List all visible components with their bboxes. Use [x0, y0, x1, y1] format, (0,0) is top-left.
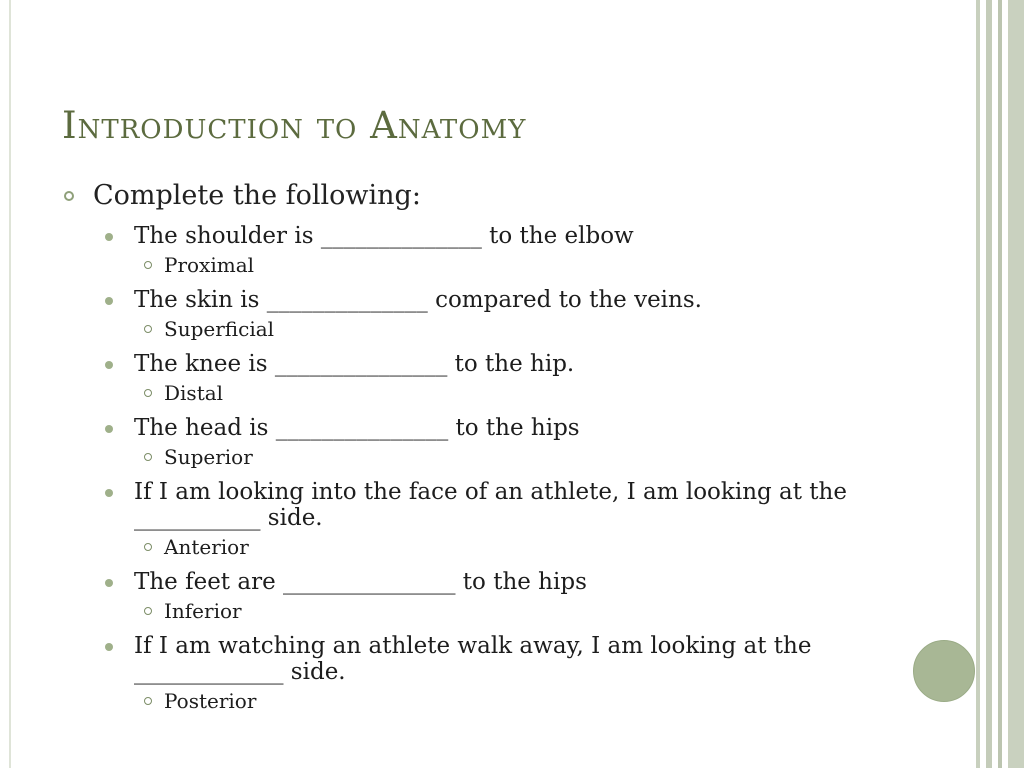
answer-item — [62, 316, 892, 342]
filled-circle-bullet-icon — [105, 233, 113, 241]
filled-circle-bullet-icon — [105, 489, 113, 497]
question-item — [62, 415, 892, 441]
question-text: If I am watching an athlete walk away, I am looking at the _____________ side. — [134, 633, 812, 685]
answer-text: Proximal — [164, 253, 255, 277]
main-bullet-text: Complete the following: — [93, 180, 421, 211]
question-text: The knee is _______________ to the hip. — [134, 351, 575, 377]
answer-item — [62, 598, 892, 624]
answer-text: Inferior — [164, 599, 242, 623]
question-item — [62, 633, 892, 685]
question-text: The skin is ______________ compared to the veins. — [134, 287, 702, 313]
answer-item — [62, 688, 892, 714]
filled-circle-bullet-icon — [105, 579, 113, 587]
question-item — [62, 569, 892, 595]
answer-item — [62, 252, 892, 278]
decorative-circle — [913, 640, 975, 702]
answer-item — [62, 444, 892, 470]
answer-text: Superior — [164, 445, 253, 469]
question-item — [62, 351, 892, 377]
left-border-line — [9, 0, 11, 768]
question-text: If I am looking into the face of an athlete, I am looking at the ___________ side. — [134, 479, 847, 531]
answer-text: Anterior — [164, 535, 249, 559]
small-hollow-circle-bullet-icon — [144, 543, 152, 551]
answer-item — [62, 380, 892, 406]
filled-circle-bullet-icon — [105, 643, 113, 651]
slide-body — [62, 178, 892, 714]
small-hollow-circle-bullet-icon — [144, 697, 152, 705]
answer-text: Posterior — [164, 689, 257, 713]
small-hollow-circle-bullet-icon — [144, 325, 152, 333]
slide-title: Introduction to Anatomy — [62, 104, 527, 147]
question-text: The shoulder is ______________ to the elbow — [134, 223, 634, 249]
answer-text: Distal — [164, 381, 224, 405]
small-hollow-circle-bullet-icon — [144, 261, 152, 269]
filled-circle-bullet-icon — [105, 425, 113, 433]
main-bullet — [62, 178, 892, 214]
answer-text: Superficial — [164, 317, 275, 341]
question-item — [62, 479, 892, 531]
small-hollow-circle-bullet-icon — [144, 389, 152, 397]
small-hollow-circle-bullet-icon — [144, 607, 152, 615]
answer-item — [62, 534, 892, 560]
question-item — [62, 287, 892, 313]
right-decorative-stripe — [1008, 0, 1024, 768]
question-text: The feet are _______________ to the hips — [134, 569, 587, 595]
filled-circle-bullet-icon — [105, 361, 113, 369]
question-item — [62, 223, 892, 249]
hollow-circle-bullet-icon — [64, 191, 74, 201]
filled-circle-bullet-icon — [105, 297, 113, 305]
small-hollow-circle-bullet-icon — [144, 453, 152, 461]
question-text: The head is _______________ to the hips — [134, 415, 580, 441]
